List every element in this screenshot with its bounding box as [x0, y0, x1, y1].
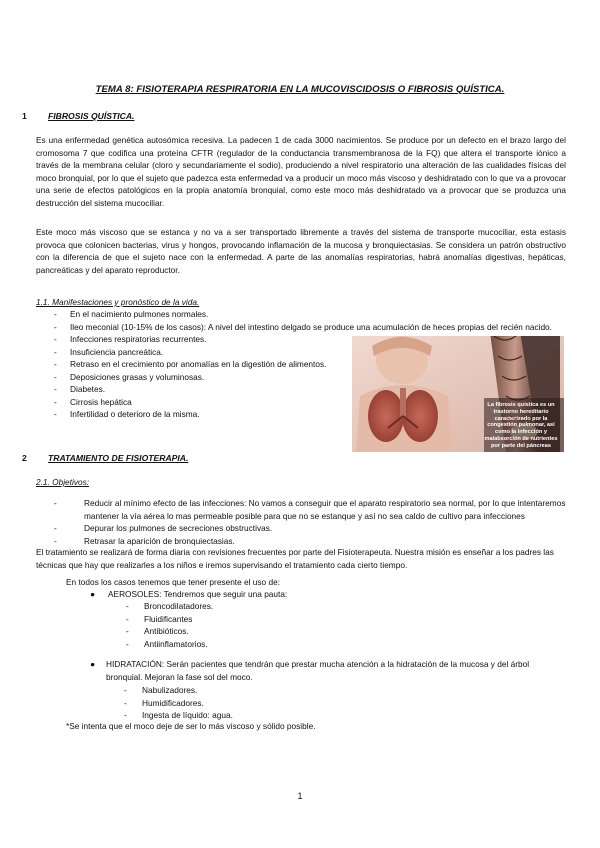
list-item: - Ileo meconial (10-15% de los casos): A nivel del intestino delgado se produce una acumulación de heces propias del recién nacido.	[54, 321, 584, 334]
list-item: - Infecciones respiratorias recurrentes.	[54, 333, 584, 346]
list-item: - Reducir al mínimo efecto de las infecciones: No vamos a conseguir que el aparato respiratorio sea normal, por lo que intentaremos mantener la vía aérea lo mas permeable posible para que no se estanque y así no sea caldo de cultivo para infecciones	[36, 497, 566, 522]
bullet-icon: ●	[90, 659, 96, 669]
list-item: - Ingesta de líquido: agua.	[124, 709, 424, 722]
list-item: - Deposiciones grasas y voluminosas.	[54, 371, 584, 384]
list-item: - Cirrosis hepática	[54, 396, 584, 409]
list-item: - En el nacimiento pulmones normales.	[54, 308, 584, 321]
subsection-2-1-heading: 2.1. Objetivos:	[36, 477, 90, 487]
page-title: TEMA 8: FISIOTERAPIA RESPIRATORIA EN LA MUCOVISCIDOSIS O FIBROSIS QUÍSTICA.	[95, 84, 505, 95]
list-item: - Antiinflamatorios.	[126, 638, 426, 651]
list-item: - Retrasar la aparición de bronquiectasias.	[36, 535, 566, 548]
hidratacion-list	[124, 684, 424, 722]
hidratacion-bullet	[90, 658, 560, 683]
cases-intro: En todos los casos tenemos que tener presente el uso de:	[66, 577, 281, 587]
page-number: 1	[297, 791, 303, 801]
aerosoles-list	[126, 600, 426, 650]
section-1-number: 1	[22, 111, 27, 121]
section-1-paragraph-1: Es una enfermedad genética autosómica recesiva. La padecen 1 de cada 3000 nacimientos. Se produce por un defecto en el brazo largo del cromosoma 7 que codifica una proteína CFTR (regulador de la conductancia transmembranosa de la FQ) que altera el transporte iónico a través de la membrana celular (cloro y secundariamente el sodio), produciendo a nivel respiratorio una alteración de las cualidades físicas del moco bronquial, por lo que el sujeto que padezca esta enfermedad va a producir un moco más viscoso y deshidratado con lo que va a provocar una serie de efectos patológicos en la propia anatomía bronquial, como este moco más deshidratado va a provocar que se produzca una destrucción del sistema mucociliar.	[36, 135, 566, 208]
treatment-paragraph: El tratamiento se realizará de forma diaria con revisiones frecuentes por parte del Fisioterapeuta. Nuestra misión es enseñar a los padres las técnicas que hay que realizarles a los niños e iremos supervisando el tratamiento cada cierto tiempo.	[36, 547, 554, 570]
list-item: - Retraso en el crecimiento por anomalías en la digestión de alimentos.	[54, 358, 584, 371]
list-item: - Broncodilatadores.	[126, 600, 426, 613]
subsection-1-1-heading: 1.1. Manifestaciones y pronóstico de la vida.	[36, 297, 200, 307]
note-text: *Se intenta que el moco deje de ser lo más viscoso y sólido posible.	[66, 721, 316, 731]
figure-caption: La fibrosis quística es un trastorno hereditario caracterizado por la congestión pulmonar, así como la infección y malabsorción de nutrientes por parte del páncreas	[484, 402, 558, 449]
list-item: - Fluidificantes	[126, 613, 426, 626]
section-2-title: TRATAMIENTO DE FISIOTERAPIA.	[48, 453, 189, 463]
aerosoles-title: AEROSOLES: Tendremos que seguir una pauta:	[108, 589, 288, 599]
list-item: - Humidificadores.	[124, 697, 424, 710]
section-1-title: FIBROSIS QUÍSTICA.	[48, 111, 135, 121]
bullet-icon: ●	[90, 589, 96, 599]
list-item: - Antibióticos.	[126, 625, 426, 638]
objectives-list	[36, 497, 566, 547]
section-1-heading	[22, 110, 134, 123]
hidratacion-title: HIDRATACIÓN: Serán pacientes que tendrán que prestar mucha atención a la hidratación de la mucosa y del árbol bronquial. Mejoran la fase sol del moco.	[106, 659, 530, 682]
list-item: - Nabulizadores.	[124, 684, 424, 697]
section-2-number: 2	[22, 453, 27, 463]
cystic-fibrosis-illustration	[352, 336, 564, 452]
list-item: - Insuficiencia pancreática.	[54, 346, 584, 359]
section-2-heading	[22, 452, 188, 465]
section-1-paragraph-2: Este moco más viscoso que se estanca y no va a ser transportado libremente a través del sistema de transporte mucociliar, esta estasis provoca que colonicen bacterias, virus y hongos, provocando inflamación de la mucosa y bronquiectasias. Se considera un patrón obstructivo con la diferencia de que el sujeto nace con la enfermedad. A parte de las anomalías respiratorias, habrá anomalías digestivas, hepáticas, pancreáticas y del aparato reproductor.	[36, 227, 566, 275]
list-item: - Infertilidad o deterioro de la misma.	[54, 408, 584, 421]
list-item: - Diabetes.	[54, 383, 584, 396]
list-item: - Depurar los pulmones de secreciones obstructivas.	[36, 522, 566, 535]
aerosoles-bullet	[90, 588, 560, 601]
